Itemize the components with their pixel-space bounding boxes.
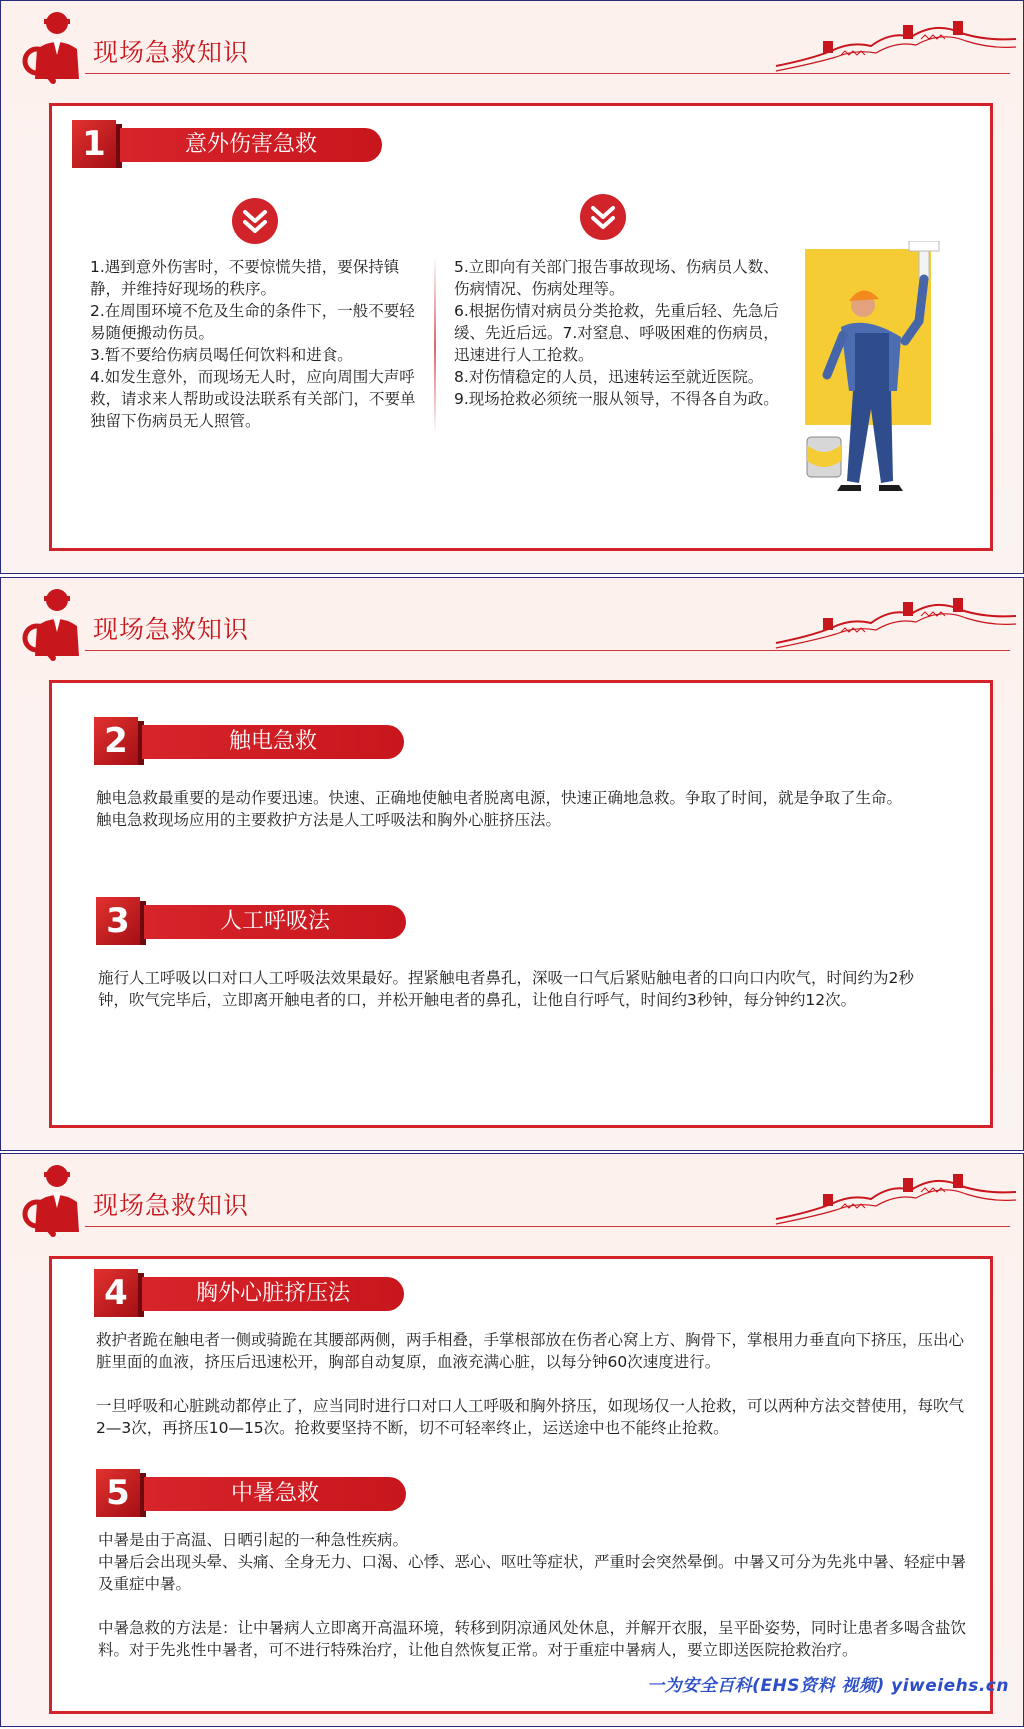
paragraph-gap xyxy=(98,1595,968,1617)
page-title: 现场急救知识 xyxy=(93,615,250,644)
section-text-3 xyxy=(98,967,938,1011)
column-divider xyxy=(434,256,436,436)
section-title: 触电急救 xyxy=(142,725,404,759)
paragraph: 6.根据伤情对病员分类抢救，先重后轻、先急后缓、先近后远。7.对窒息、呼吸困难的伤病员，迅速进行人工抢救。 xyxy=(454,302,779,364)
paragraph-gap xyxy=(96,1373,966,1395)
section-number: 2 xyxy=(94,717,138,765)
paragraph: 1.遇到意外伤害时，不要惊慌失措，要保持镇静，并维持好现场的秩序。 xyxy=(90,258,400,298)
section-title: 中暑急救 xyxy=(144,1477,406,1511)
section-badge-4 xyxy=(94,1269,404,1317)
section-title: 人工呼吸法 xyxy=(144,905,406,939)
left-text-block xyxy=(90,256,430,432)
safety-person-icon xyxy=(15,1162,85,1240)
right-text-block xyxy=(454,256,784,410)
safety-person-icon xyxy=(15,586,85,664)
section-badge-1 xyxy=(72,120,382,168)
paragraph: 中暑急救的方法是：让中暑病人立即离开高温环境，转移到阴凉通风处休息，并解开衣服，呈平卧姿势，同时让患者多喝含盐饮料。对于先兆性中暑者，可不进行特殊治疗，让他自然恢复正常。对于重症中暑病人，要立即送医院抢救治疗。 xyxy=(98,1619,967,1659)
paragraph: 9.现场抢救必须统一服从领导，不得各自为政。 xyxy=(454,390,779,408)
paragraph: 施行人工呼吸以口对口人工呼吸法效果最好。捏紧触电者鼻孔，深吸一口气后紧贴触电者的口向口内吹气，时间约为2秒钟，吹气完毕后，立即离开触电者的口，并松开触电者的鼻孔，让他自行呼气，时间约3秒钟，每分钟约12次。 xyxy=(98,969,914,1009)
section-badge-5 xyxy=(96,1469,406,1517)
paragraph: 触电急救现场应用的主要救护方法是人工呼吸法和胸外心脏挤压法。 xyxy=(96,811,562,829)
slide-1 xyxy=(0,0,1024,574)
section-title: 胸外心脏挤压法 xyxy=(142,1277,404,1311)
safety-person-icon xyxy=(15,9,85,87)
paragraph: 中暑是由于高温、日晒引起的一种急性疾病。 xyxy=(98,1531,409,1549)
section-text-5 xyxy=(98,1529,968,1661)
section-badge-3 xyxy=(96,897,406,945)
chevron-down-icon xyxy=(580,194,626,240)
paragraph: 4.如发生意外，而现场无人时，应向周围大声呼救，请求来人帮助或设法联系有关部门，不要单独留下伤病员无人照管。 xyxy=(90,368,416,430)
section-text-2 xyxy=(96,787,936,831)
worker-painting-illustration xyxy=(801,241,951,511)
paragraph: 3.暂不要给伤病员喝任何饮料和进食。 xyxy=(90,346,353,364)
paragraph: 5.立即向有关部门报告事故现场、伤病员人数、伤病情况、伤病处理等。 xyxy=(454,258,779,298)
section-number: 5 xyxy=(96,1469,140,1517)
slide-header xyxy=(1,1154,1024,1254)
chevron-down-icon xyxy=(232,198,278,244)
slide-header xyxy=(1,1,1024,101)
section-number: 3 xyxy=(96,897,140,945)
great-wall-icon xyxy=(771,588,1021,658)
section-title: 意外伤害急救 xyxy=(120,128,382,162)
great-wall-icon xyxy=(771,1164,1021,1234)
paragraph: 8.对伤情稳定的人员，迅速转运至就近医院。 xyxy=(454,368,764,386)
page-title: 现场急救知识 xyxy=(93,1191,250,1220)
section-text-4 xyxy=(96,1329,966,1439)
section-number: 4 xyxy=(94,1269,138,1317)
paragraph: 一旦呼吸和心脏跳动都停止了，应当同时进行口对口人工呼吸和胸外挤压，如现场仅一人抢救，可以两种方法交替使用，每吹气2—3次，再挤压10—15次。抢救要坚持不断，切不可轻率终止，运送途中也不能终止抢救。 xyxy=(96,1397,965,1437)
section-badge-2 xyxy=(94,717,404,765)
paragraph: 触电急救最重要的是动作要迅速。快速、正确地使触电者脱离电源，快速正确地急救。争取了时间，就是争取了生命。 xyxy=(96,789,903,807)
content-frame xyxy=(49,680,993,1128)
slide-3 xyxy=(0,1153,1024,1727)
paragraph: 2.在周围环境不危及生命的条件下，一般不要轻易随便搬动伤员。 xyxy=(90,302,415,342)
slide-header xyxy=(1,578,1024,678)
great-wall-icon xyxy=(771,11,1021,81)
paragraph: 中暑后会出现头晕、头痛、全身无力、口渴、心悸、恶心、呕吐等症状，严重时会突然晕倒。中暑又可分为先兆中暑、轻症中暑及重症中暑。 xyxy=(98,1553,967,1593)
page-title: 现场急救知识 xyxy=(93,38,250,67)
slide-2 xyxy=(0,577,1024,1151)
section-number: 1 xyxy=(72,120,116,168)
watermark: 一为安全百科(EHS资料 视频) yiweiehs.cn xyxy=(647,1676,1009,1696)
paragraph: 救护者跪在触电者一侧或骑跪在其腰部两侧，两手相叠，手掌根部放在伤者心窝上方、胸骨下，掌根用力垂直向下挤压，压出心脏里面的血液，挤压后迅速松开，胸部自动复原，血液充满心脏，以每分钟60次速度进行。 xyxy=(96,1331,965,1371)
content-frame xyxy=(49,1256,993,1714)
